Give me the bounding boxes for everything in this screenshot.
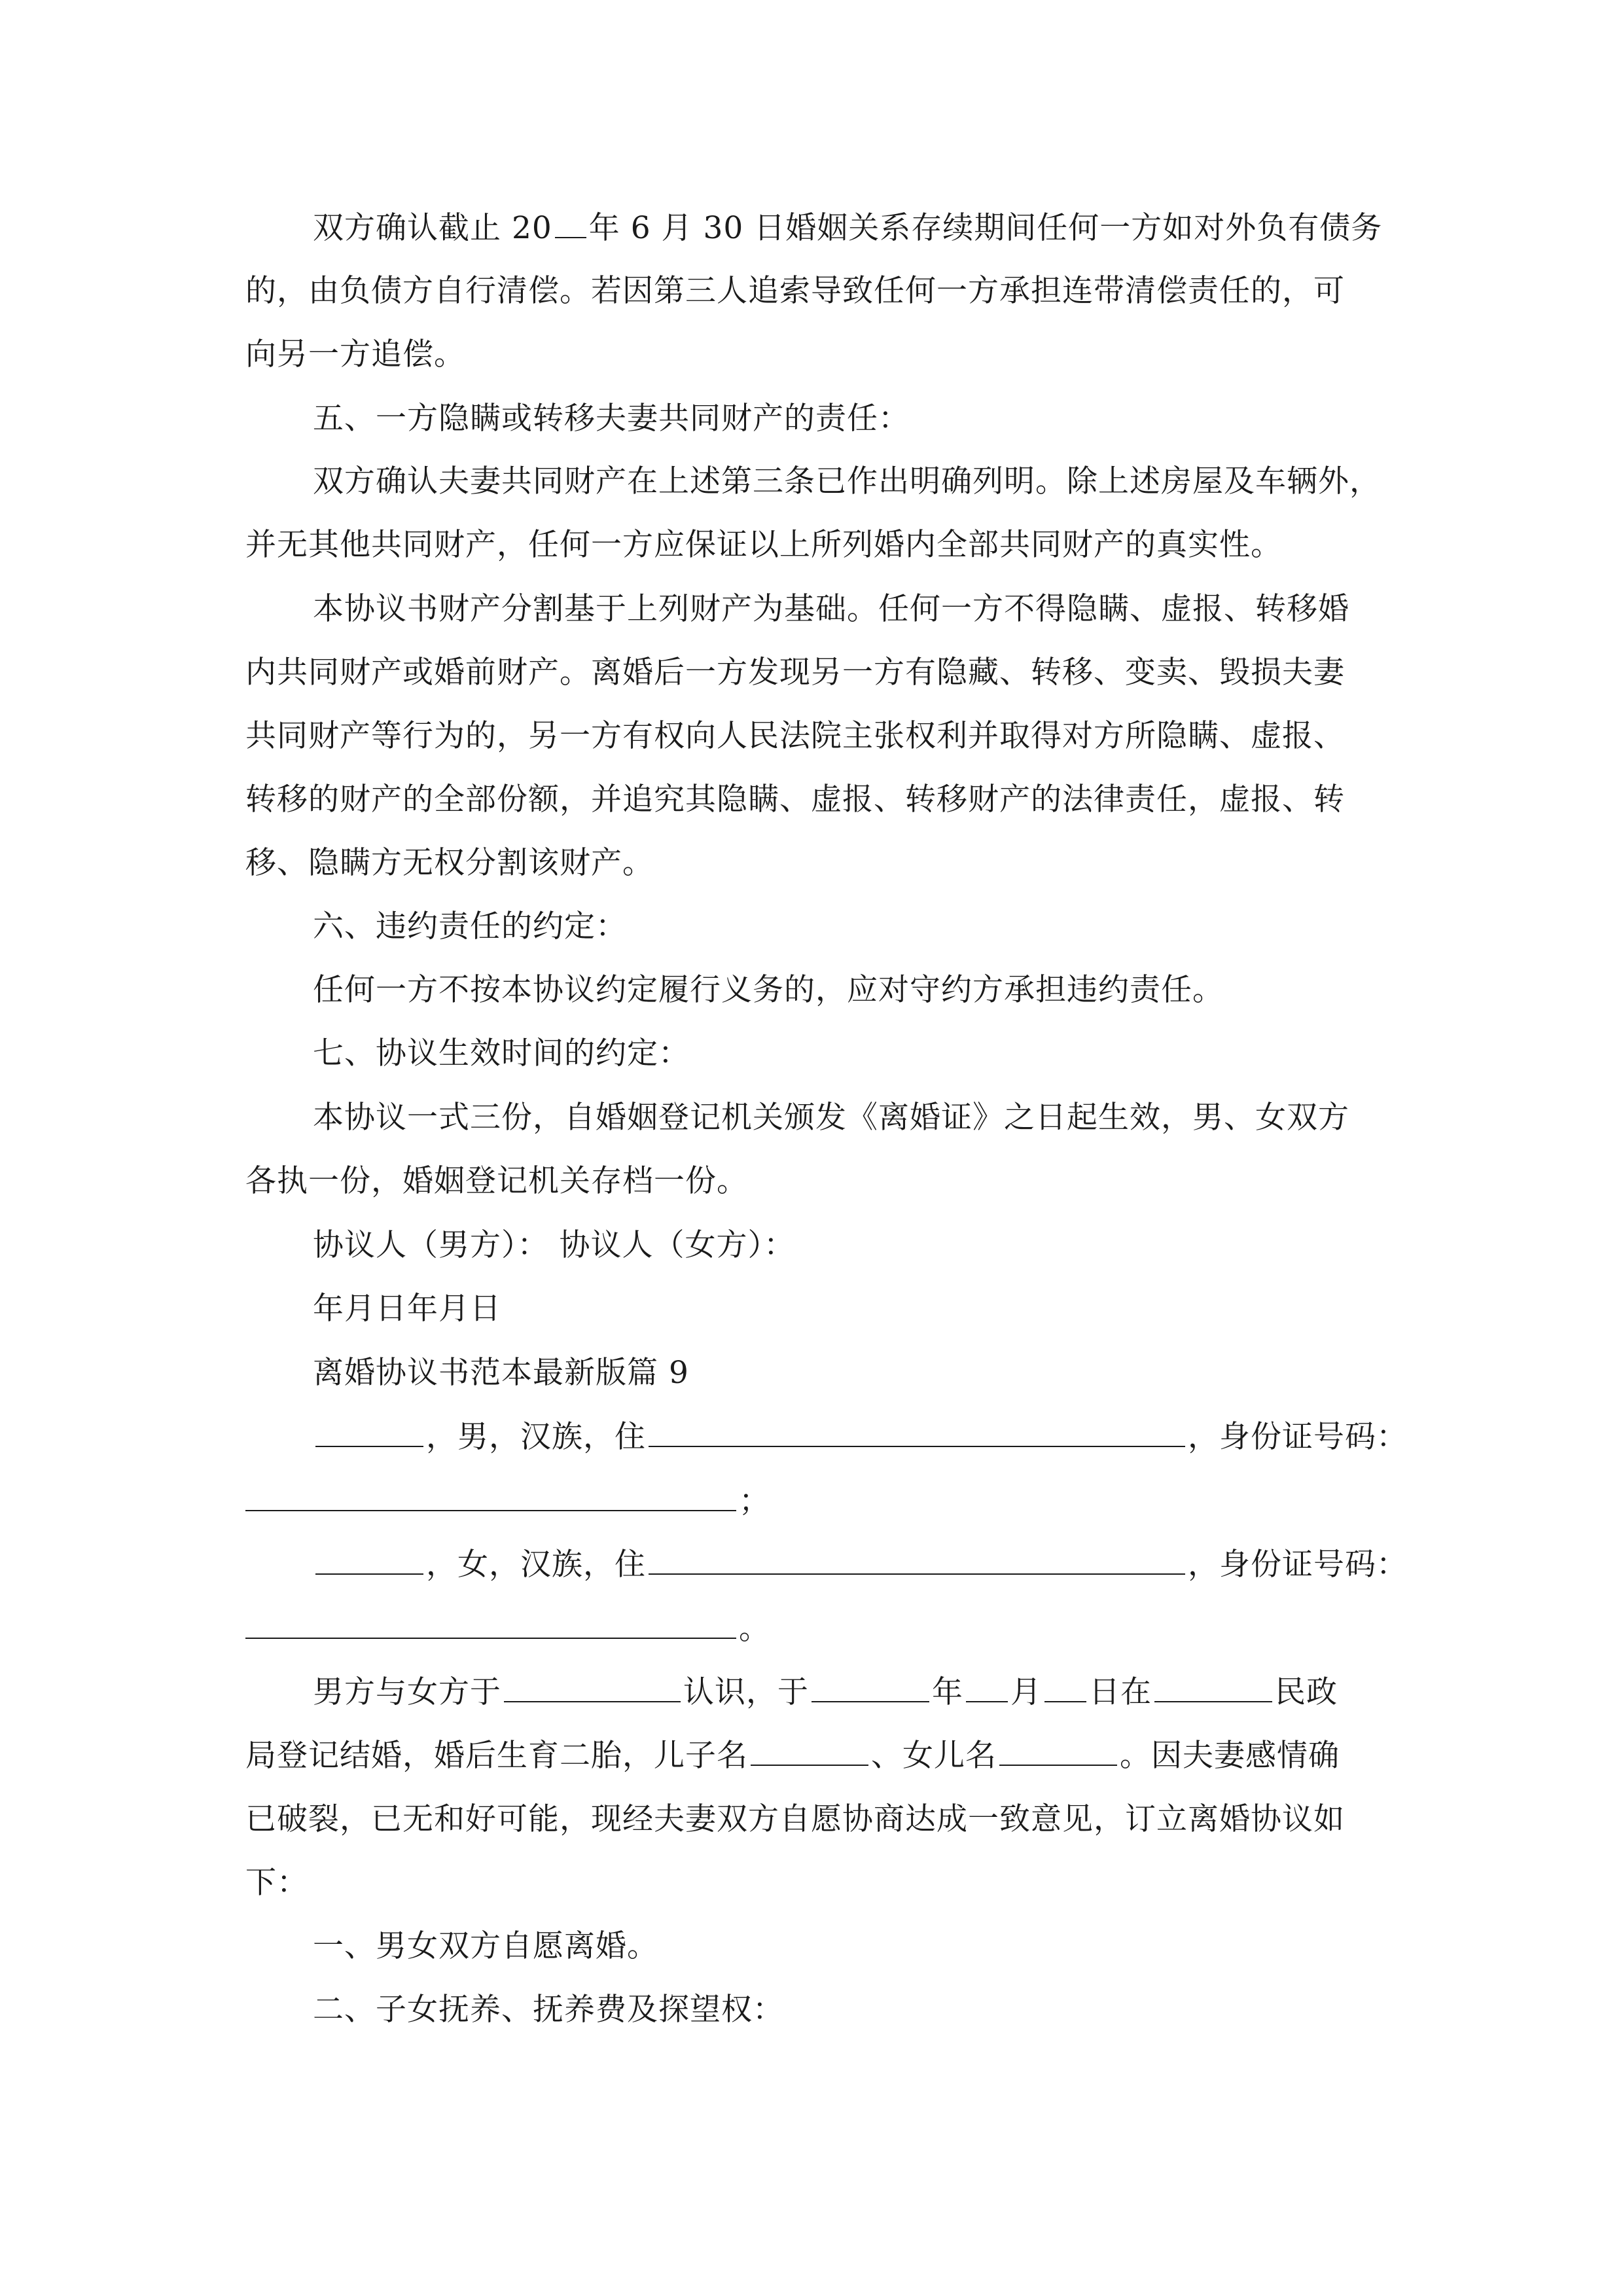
- year-blank: [812, 1672, 929, 1702]
- marriage-text: 民政: [1275, 1674, 1338, 1710]
- heading-9: 离婚协议书范本最新版篇 9: [313, 1355, 689, 1391]
- name-blank: [315, 1545, 423, 1575]
- breach-line: 任何一方不按本协议约定履行义务的，应对守约方承担违约责任。: [313, 972, 1224, 1008]
- marriage-text: 认识，于: [683, 1674, 809, 1710]
- party-text: ，身份证号码：: [1188, 1419, 1408, 1455]
- dates-line: 年月日年月日: [313, 1291, 501, 1327]
- marriage-text: 年: [932, 1674, 963, 1710]
- party-text: ，女，汉族，住: [426, 1547, 646, 1583]
- female-id-line: [245, 1609, 1623, 1649]
- marriage-line-3: 已破裂，已无和好可能，现经夫妻双方自愿协商达成一致意见，订立离婚协议如: [245, 1801, 1345, 1837]
- confirm-line-1: 双方确认夫妻共同财产在上述第三条已作出明确列明。除上述房屋及车辆外，: [313, 463, 1381, 499]
- section-7-heading: 七、协议生效时间的约定：: [313, 1035, 690, 1071]
- debt-line-2: 的，由负债方自行清偿。若因第三人追索导致任何一方承担连带清偿责任的，可: [245, 273, 1345, 309]
- daughter-name-blank: [999, 1736, 1117, 1766]
- property-line-2: 内共同财产或婚前财产。离婚后一方发现另一方有隐藏、转移、变卖、毁损夫妻: [245, 655, 1345, 691]
- clause-2: 二、子女抚养、抚养费及探望权：: [313, 1992, 784, 2028]
- effect-line-1: 本协议一式三份，自婚姻登记机关颁发《离婚证》之日起生效，男、女双方: [313, 1100, 1349, 1136]
- clause-1: 一、男女双方自愿离婚。: [313, 1928, 658, 1964]
- date-blank: [504, 1672, 681, 1702]
- male-id-line: [245, 1481, 1623, 1521]
- marriage-text: 男方与女方于: [313, 1674, 501, 1710]
- party-female-line: [313, 1545, 1623, 1585]
- day-blank: [1044, 1672, 1086, 1702]
- property-line-5: 移、隐瞒方无权分割该财产。: [245, 845, 654, 881]
- place-blank: [1154, 1672, 1272, 1702]
- section-6-heading: 六、违约责任的约定：: [313, 908, 627, 944]
- signers-line: 协议人（男方）： 协议人（女方）：: [313, 1227, 795, 1263]
- marriage-line-2: [245, 1736, 1623, 1776]
- debt-text: 年 6 月 30 日婚姻关系存续期间任何一方如对外负有债务: [588, 210, 1383, 246]
- property-line-4: 转移的财产的全部份额，并追究其隐瞒、虚报、转移财产的法律责任，虚报、转: [245, 781, 1345, 817]
- marriage-line-4: 下：: [245, 1865, 308, 1901]
- marriage-text: 月: [1010, 1674, 1042, 1710]
- debt-text: 双方确认截止 20: [313, 210, 552, 246]
- id-blank: [245, 1609, 736, 1639]
- name-blank: [315, 1417, 423, 1447]
- punctuation: ；: [739, 1483, 770, 1519]
- month-blank: [966, 1672, 1008, 1702]
- marriage-text: 日在: [1089, 1674, 1152, 1710]
- son-name-blank: [751, 1736, 868, 1766]
- property-line-3: 共同财产等行为的，另一方有权向人民法院主张权利并取得对方所隐瞒、虚报、: [245, 718, 1345, 754]
- party-text: ，身份证号码：: [1188, 1547, 1408, 1583]
- address-blank: [649, 1417, 1185, 1447]
- year-blank: [555, 208, 586, 238]
- effect-line-2: 各执一份，婚姻登记机关存档一份。: [245, 1163, 748, 1199]
- id-blank: [245, 1481, 736, 1511]
- marriage-text: 、女儿名: [871, 1738, 997, 1774]
- party-text: ，男，汉族，住: [426, 1419, 646, 1455]
- debt-line-1: [313, 208, 1623, 248]
- marriage-text: 局登记结婚，婚后生育二胎，儿子名: [245, 1738, 748, 1774]
- party-male-line: [313, 1417, 1623, 1457]
- section-5-heading: 五、一方隐瞒或转移夫妻共同财产的责任：: [313, 401, 910, 437]
- marriage-line-1: [313, 1672, 1623, 1712]
- address-blank: [649, 1545, 1185, 1575]
- debt-line-3: 向另一方追偿。: [245, 336, 465, 372]
- marriage-text: 。因夫妻感情确: [1120, 1738, 1340, 1774]
- punctuation: 。: [739, 1611, 770, 1647]
- property-line-1: 本协议书财产分割基于上列财产为基础。任何一方不得隐瞒、虚报、转移婚: [313, 591, 1349, 627]
- confirm-line-2: 并无其他共同财产，任何一方应保证以上所列婚内全部共同财产的真实性。: [245, 527, 1282, 563]
